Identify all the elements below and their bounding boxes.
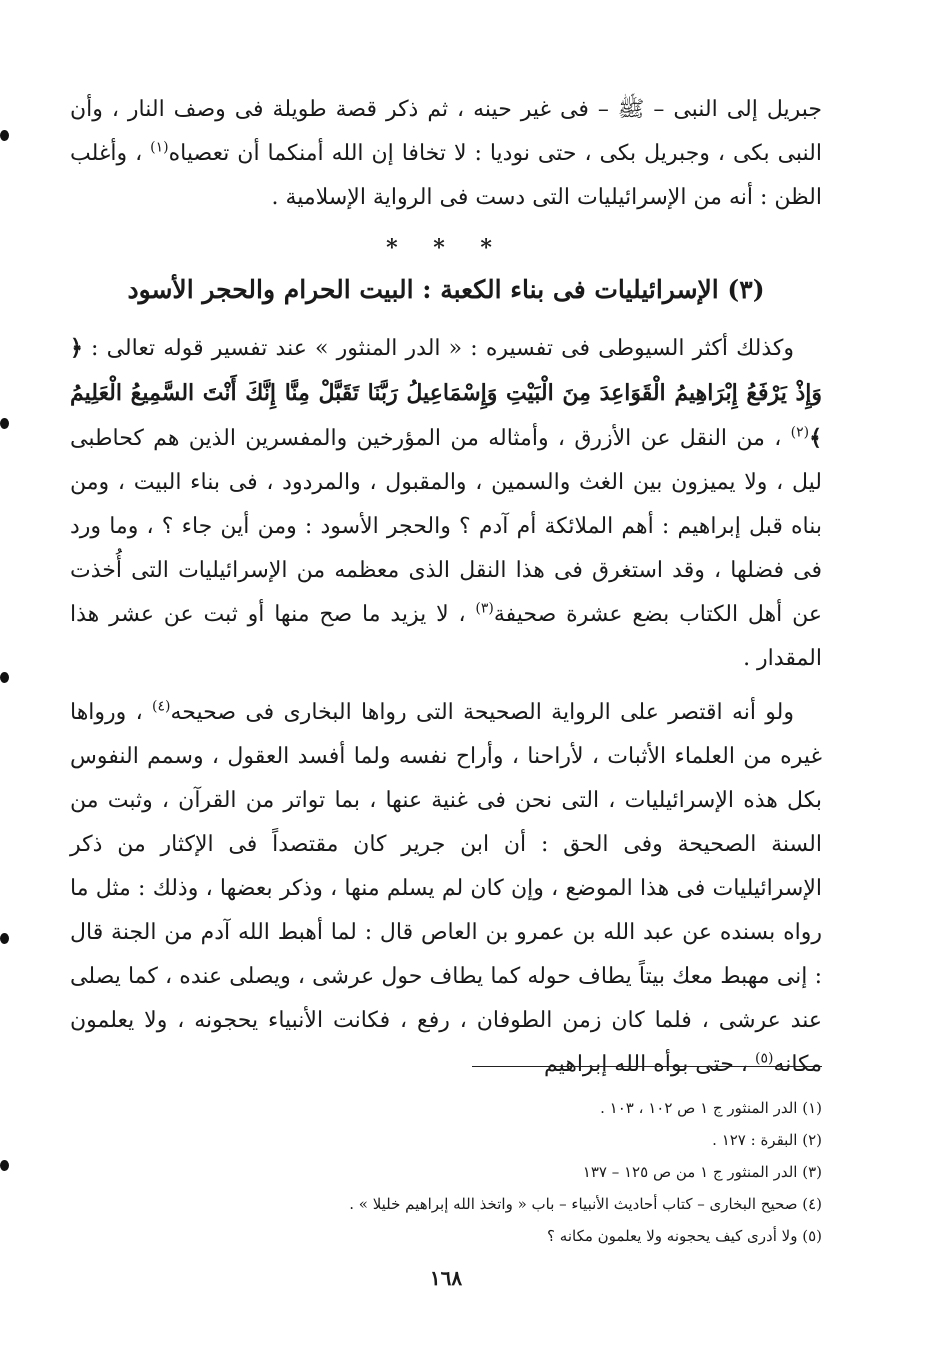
binding-hole-mark <box>0 1160 9 1171</box>
bukhari-tail: ، حتى بوأه الله إبراهيم <box>543 1052 755 1077</box>
binding-hole-mark <box>0 672 9 683</box>
binding-hole-mark <box>0 130 9 141</box>
footnote-number: (٣) <box>802 1163 822 1181</box>
footnote-item <box>70 1092 822 1124</box>
footnote-divider <box>472 1066 822 1067</box>
footnote-item <box>70 1220 822 1252</box>
paragraph-intro <box>70 88 822 220</box>
intro-line-1: جبريل إلى النبى – ﷺ – فى غير حينه ، ثم ذكر قصة طويلة فى وصف النار ، وأن النبى <box>70 97 822 166</box>
kaaba-tail: ، لا يزيد ما صح منها أو ثبت عن عشر هذا المقدار . <box>70 602 822 671</box>
footnote-ref-5: (٥) <box>754 1050 774 1067</box>
footnote-number: (٤) <box>802 1195 822 1213</box>
quran-verse: ﴿ وَإِذْ يَرْفَعُ إِبْرَاهِيمُ الْقَوَاعِدَ مِنَ الْبَيْتِ وَإِسْمَاعِيلُ رَبَّنَا تَقَبَّلْ مِنَّا إِنَّكَ أَنْتَ السَّمِيعُ الْعَلِيمُ ﴾ <box>70 335 822 451</box>
paragraph-kaaba <box>70 326 822 681</box>
footnote-text: صحيح البخارى – كتاب أحاديث الأنبياء – باب « واتخذ الله إبراهيم خليلا » . <box>349 1195 798 1213</box>
footnote-text: الدر المنثور ج ١ من ص ١٢٥ – ١٣٧ <box>582 1163 798 1181</box>
footnote-item <box>70 1156 822 1188</box>
binding-hole-mark <box>0 933 9 944</box>
intro-line-2b: ، وأغلب <box>70 141 151 166</box>
bukhari-lead: ولو أنه اقتصر على الرواية الصحيحة التى رواها البخارى فى صحيحه <box>170 700 794 725</box>
footnote-ref-3: (٣) <box>475 600 494 617</box>
section-heading: (٣) الإسرائيليات فى بناء الكعبة : البيت الحرام والحجر الأسود <box>127 275 765 304</box>
footnote-ref-1: (١) <box>150 139 169 156</box>
kaaba-lead: وكذلك أكثر السيوطى فى تفسيره : « الدر المنثور » عند تفسير قوله تعالى : <box>82 336 794 361</box>
footnotes <box>70 1092 822 1252</box>
page-number: ١٦٨ <box>429 1266 463 1290</box>
footnote-ref-2: (٢) <box>790 424 810 441</box>
footnote-item <box>70 1124 822 1156</box>
footnote-item <box>70 1188 822 1220</box>
footnote-number: (٢) <box>802 1131 822 1149</box>
footnote-text: الدر المنثور ج ١ ص ١٠٢ ، ١٠٣ . <box>600 1099 798 1117</box>
footnote-text: البقرة : ١٢٧ . <box>712 1131 798 1149</box>
footnote-number: (٥) <box>802 1227 822 1245</box>
section-separator: * * * <box>386 235 506 261</box>
paragraph-bukhari <box>70 691 822 1087</box>
binding-hole-mark <box>0 418 9 429</box>
footnote-ref-4: (٤) <box>152 698 171 715</box>
footnote-text: ولا أدرى كيف يحجونه ولا يعلمون مكانه ؟ <box>547 1227 798 1245</box>
kaaba-body: ، من النقل عن الأزرق ، وأمثاله من المؤرخين والمفسرين الذين هم كحاطبى ليل ، ولا يميزون بين الغث والسمين ، والمقبول ، والمردود ، فى بناء البيت ، ومن بناه قبل إبراهيم : أهم الملائكة أم آدم ؟ والحجر الأسود : ومن أين جاء ؟ ، وما ورد فى فضلها ، وقد استغرق فى هذا النقل الذى معظمه من الإسرائيليات التى أُخذت عن أهل الكتاب بضع عشرة صحيفة <box>70 426 822 627</box>
footnote-number: (١) <box>802 1099 822 1117</box>
book-page <box>70 88 822 1328</box>
bukhari-body: ، ورواها غيره من العلماء الأثبات ، لأراحنا ، وأراح نفسه ولما أفسد العقول ، وسمم النفوس بكل هذه الإسرائيليات ، التى نحن فى غنية عنها ، بما تواتر من القرآن ، وثبت من السنة الصحيحة وفى الحق : أن ابن جرير كان مقتصداً فى الإكثار من ذكر الإسرائيليات فى هذا الموضع ، وإن كان لم يسلم منها ، وذكر بعضها ، وذلك : مثل ما رواه بسنده عن عبد الله بن عمرو بن العاص قال : لما أهبط الله آدم من الجنة قال : إنى مهبط معك بيتاً يطاف حوله كما يطاف حول عرشى ، ويصلى عنده ، كما يصلى عند عرشى ، فلما كان زمن الطوفان ، رفع ، فكانت الأنبياء يحجونه ، ولا يعلمون مكانه <box>70 700 822 1077</box>
intro-line-3: الظن : أنه من الإسرائيليات التى دست فى الرواية الإسلامية . <box>271 185 822 210</box>
intro-line-2a: بكى ، وجبريل بكى ، حتى نوديا : لا تخافا إن الله أمنكما أن تعصياه <box>168 141 770 166</box>
